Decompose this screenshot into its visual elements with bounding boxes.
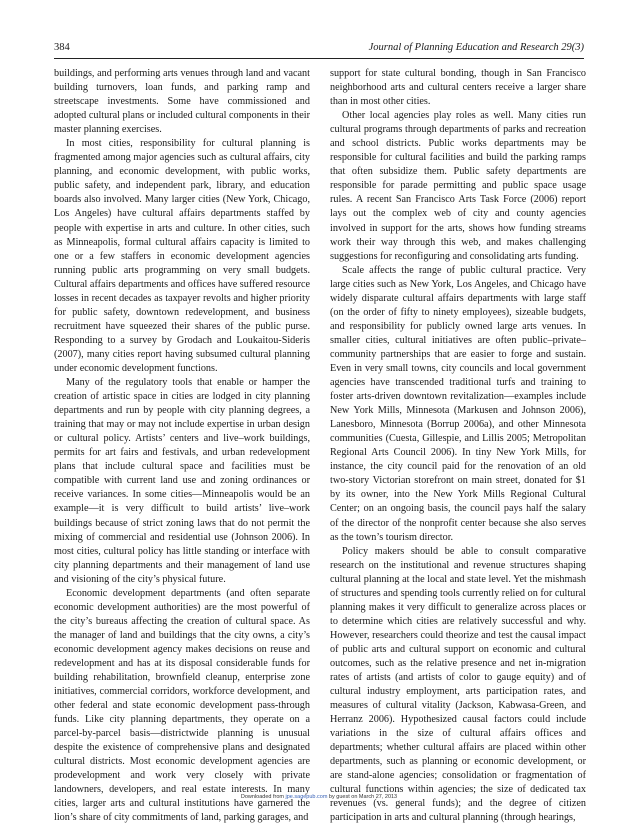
paragraph: Policy makers should be able to consult comparative research on the institutional and revenue structures shaping cultural planning at the local and state level. Yet the mishmash of structures and spending tools currently relied on for cultural planning makes it very difficult to generalize across places or to determine which cities are relatively successful and why. However, researchers could theorize and test the causal impact of public arts and cultural support on economic and cultural outcomes, such as the relative presence and net in-migration rates of artists (and artists of color to gauge equity) and of cultural industry employment, arts participation rates, and measures of cultural vitality (Jackson, Kabwasa-Green, and Herranz 2006). Hypothesized causal factors could include variations in the size of cultural affairs offices and departments; whether cultural affairs are placed within other departments, such as planning or economic development, or are stand-alone agencies; consolidation or fragmentation of cultural functions within agencies; the size of dedicated tax revenues (vs. general funds); and the degree of citizen participation in arts and cultural planning (through hearings,	[330, 545, 586, 824]
right-column	[330, 67, 586, 826]
running-header	[54, 40, 584, 56]
paragraph: In most cities, responsibility for cultural planning is fragmented among major agencies such as cultural affairs, city planning, and economic development, with public works, public safety, and independent park, library, and education boards also involved. Many larger cities (New York, Chicago, Los Angeles) have cultural affairs departments staffed by people with expertise in arts and culture. In other cities, such as Minneapolis, formal cultural affairs capacity is limited to one or a few staffers in economic development agencies running public arts programming on very small budgets. Cultural affairs departments and offices have suffered resource losses in recent decades as taxpayer revolts and higher priority for public safety, downtown redevelopment, and business recruitment have squeezed their shares of the public purse. Responding to a survey by Grodach and Loukaitou-Sideris (2007), many cities report having subsumed cultural planning under economic development functions.	[54, 138, 311, 374]
footer-link[interactable]: jpe.sagepub.com	[285, 794, 328, 800]
download-footer	[0, 794, 638, 800]
left-column	[54, 67, 310, 826]
journal-title: Journal of Planning Education and Research 29(3)	[368, 42, 584, 53]
paragraph: Other local agencies play roles as well. Many cities run cultural programs through departments of parks and recreation and school districts. Public works departments may be responsible for cultural facilities and build the parking ramps that often subsidize them. Public safety departments are responsible for parade permitting and public space usage rules. A recent San Francisco Arts Task Force (2006) report lays out the complex web of city and county agencies involved in support for the arts, shows how funding streams work their way through this web, and makes challenging suggestions for reconfiguring and consolidating arts funding.	[330, 110, 586, 262]
footer-prefix: Downloaded from	[240, 794, 286, 800]
paragraph: buildings, and performing arts venues through land and vacant building turnovers, loan funds, and parking ramp and streetscape investments. Some have commissioned and adopted cultural plans or included cultural components in their master planning exercises.	[54, 68, 310, 136]
header-rule	[54, 58, 584, 59]
paragraph: Scale affects the range of public cultural practice. Very large cities such as New York, Los Angeles, and Chicago have widely disparate cultural affairs departments with large staff (on the order of fifty to ninety employees), sizeable budgets, and responsibility for publicly owned large arts venues. In smaller cities, cultural initiatives are often public–private–community partnerships that are easier to forge and sustain. Even in very small towns, city councils and local government agencies have transcended traditional turfs and training to foster arts-driven downtown revitalization—examples include New York Mills, Minnesota (Markusen and Johnson 2006), Lanesboro, Minnesota (Borrup 2006a), and other Minnesota communities (Cuesta, Gillespie, and Lillis 2005; Metropolitan Regional Arts Council 2006). In tiny New York Mills, for instance, the city council paid for the renovation of an old two-story Victorian storefront on main street, donated for $1 by its owner, into the New York Mills Regional Cultural Center; on an ongoing basis, the council pays half the salary of the director of the nonprofit center because she also serves as the town’s tourism director.	[330, 264, 586, 543]
page-number: 384	[54, 42, 70, 53]
paragraph: support for state cultural bonding, though in San Francisco neighborhood arts and cultural centers receive a larger share than in most other cities.	[330, 68, 586, 108]
paragraph: Many of the regulatory tools that enable or hamper the creation of artistic space in cities are lodged in city planning departments and run by people with city planning degrees, a training that may or may not include expertise in urban design or cultural policy. Artists’ centers and live–work buildings, permits for art fairs and festivals, and urban redevelopment plans that include cultural space and facilities must be compatible with current land use and zoning ordinances or receive variances. In some cities—Minneapolis would be an example—it is very difficult to build artists’ live–work buildings because of strict zoning laws that do not permit the mixing of commercial and residential use (Johnson 2006). In most cities, cultural policy has little standing or interface with city planning departments and their management of land use and visioning of the city’s physical future.	[54, 377, 310, 585]
paragraph: Economic development departments (and often separate economic development authorities) are the most powerful of the city’s bureaus affecting the creation of cultural space. As the manager of land and buildings that the city owns, a city’s economic development agency makes decisions on reuse and redevelopment and has at its disposal considerable funds for building rehabilitation, brownfield cleanup, enterprise zone initiatives, commercial corridors, workforce development, and other federal and state economic development pass-through funds. Like city planning departments, they operate on a parcel-by-parcel basis—districtwide planning is unusual despite the existence of comprehensive plans and designated cultural districts. Most economic development agencies are prodevelopment and work very closely with private landowners, developers, and real estate interests. In many cities, larger arts and cultural institutions have garnered the lion’s share of city commitments of land, parking garages, and	[54, 587, 310, 824]
footer-suffix: by guest on March 27, 2013	[327, 794, 398, 800]
